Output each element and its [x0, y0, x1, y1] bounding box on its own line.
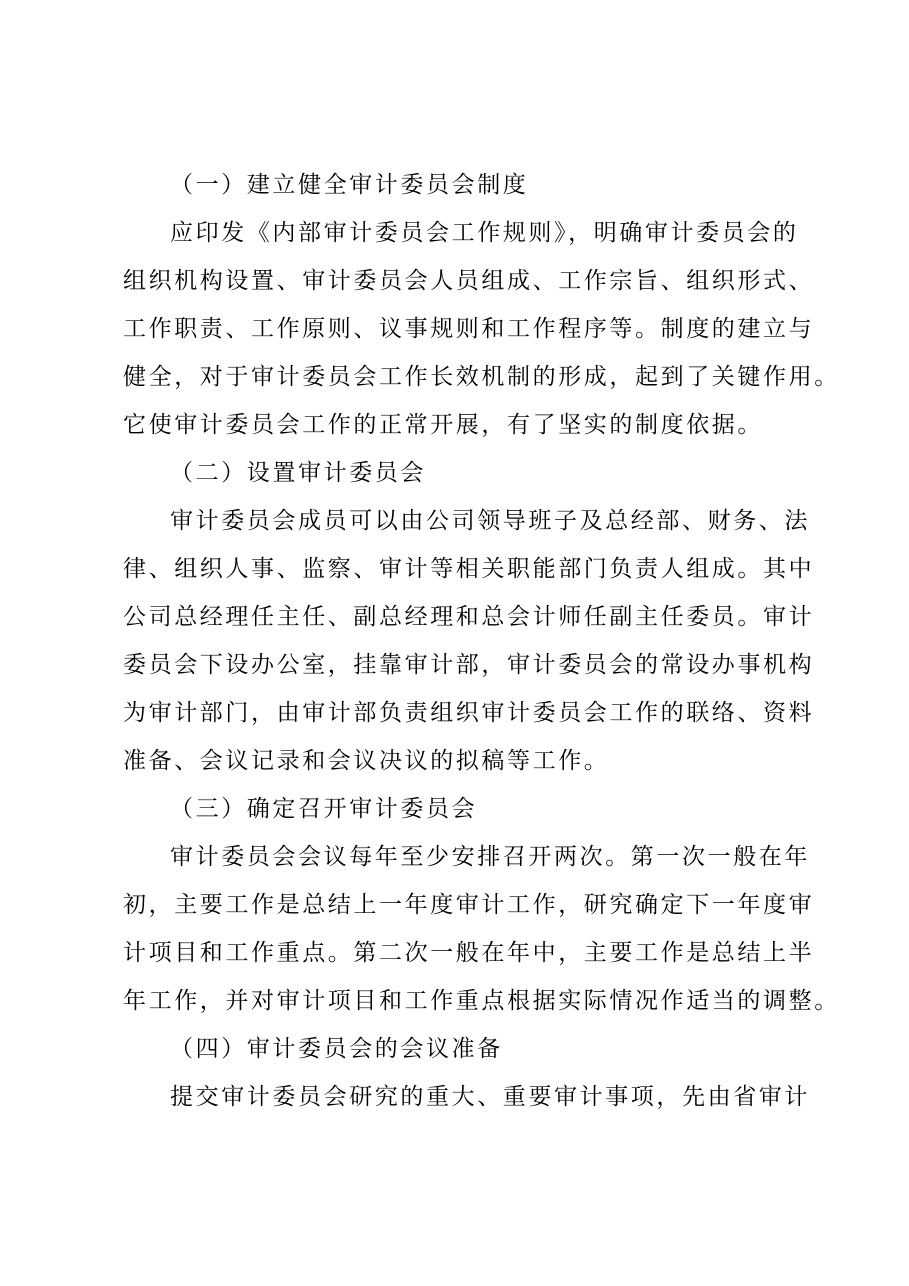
section-heading-4: （四）审计委员会的会议准备 [170, 1036, 503, 1062]
paragraph-line: 委员会下设办公室，挂靠审计部，审计委员会的常设办事机构 [123, 652, 815, 678]
paragraph-line: 工作职责、工作原则、议事规则和工作程序等。制度的建立与 [123, 316, 815, 342]
paragraph-line: 它使审计委员会工作的正常开展，有了坚实的制度依据。 [123, 412, 763, 438]
paragraph-line: 审计委员会成员可以由公司领导班子及总经部、财务、法 [170, 508, 810, 534]
paragraph-line: 计项目和工作重点。第二次一般在年中，主要工作是总结上半 [123, 940, 815, 966]
paragraph-line: 律、组织人事、监察、审计等相关职能部门负责人组成。其中 [123, 556, 815, 582]
paragraph-line: 应印发《内部审计委员会工作规则》，明确审计委员会的 [170, 220, 799, 246]
paragraph-line: 组织机构设置、审计委员会人员组成、工作宗旨、组织形式、 [123, 268, 815, 294]
paragraph-line: 初，主要工作是总结上一年度审计工作，研究确定下一年度审 [123, 892, 815, 918]
paragraph-line: 公司总经理任主任、副总经理和总会计师任副主任委员。审计 [123, 604, 815, 630]
paragraph-line: 为审计部门，由审计部负责组织审计委员会工作的联络、资料 [123, 700, 815, 726]
section-heading-2: （二）设置审计委员会 [170, 460, 426, 486]
paragraph-line: 提交审计委员会研究的重大、重要审计事项，先由省审计 [170, 1084, 810, 1110]
paragraph-line: 准备、会议记录和会议决议的拟稿等工作。 [123, 748, 610, 774]
paragraph-line: 健全，对于审计委员会工作长效机制的形成，起到了关键作用。 [123, 364, 840, 390]
section-heading-3: （三）确定召开审计委员会 [170, 796, 478, 822]
section-heading-1: （一）建立健全审计委员会制度 [170, 172, 529, 198]
paragraph-line: 年工作，并对审计项目和工作重点根据实际情况作适当的调整。 [123, 988, 840, 1014]
paragraph-line: 审计委员会会议每年至少安排召开两次。第一次一般在年 [170, 844, 810, 870]
